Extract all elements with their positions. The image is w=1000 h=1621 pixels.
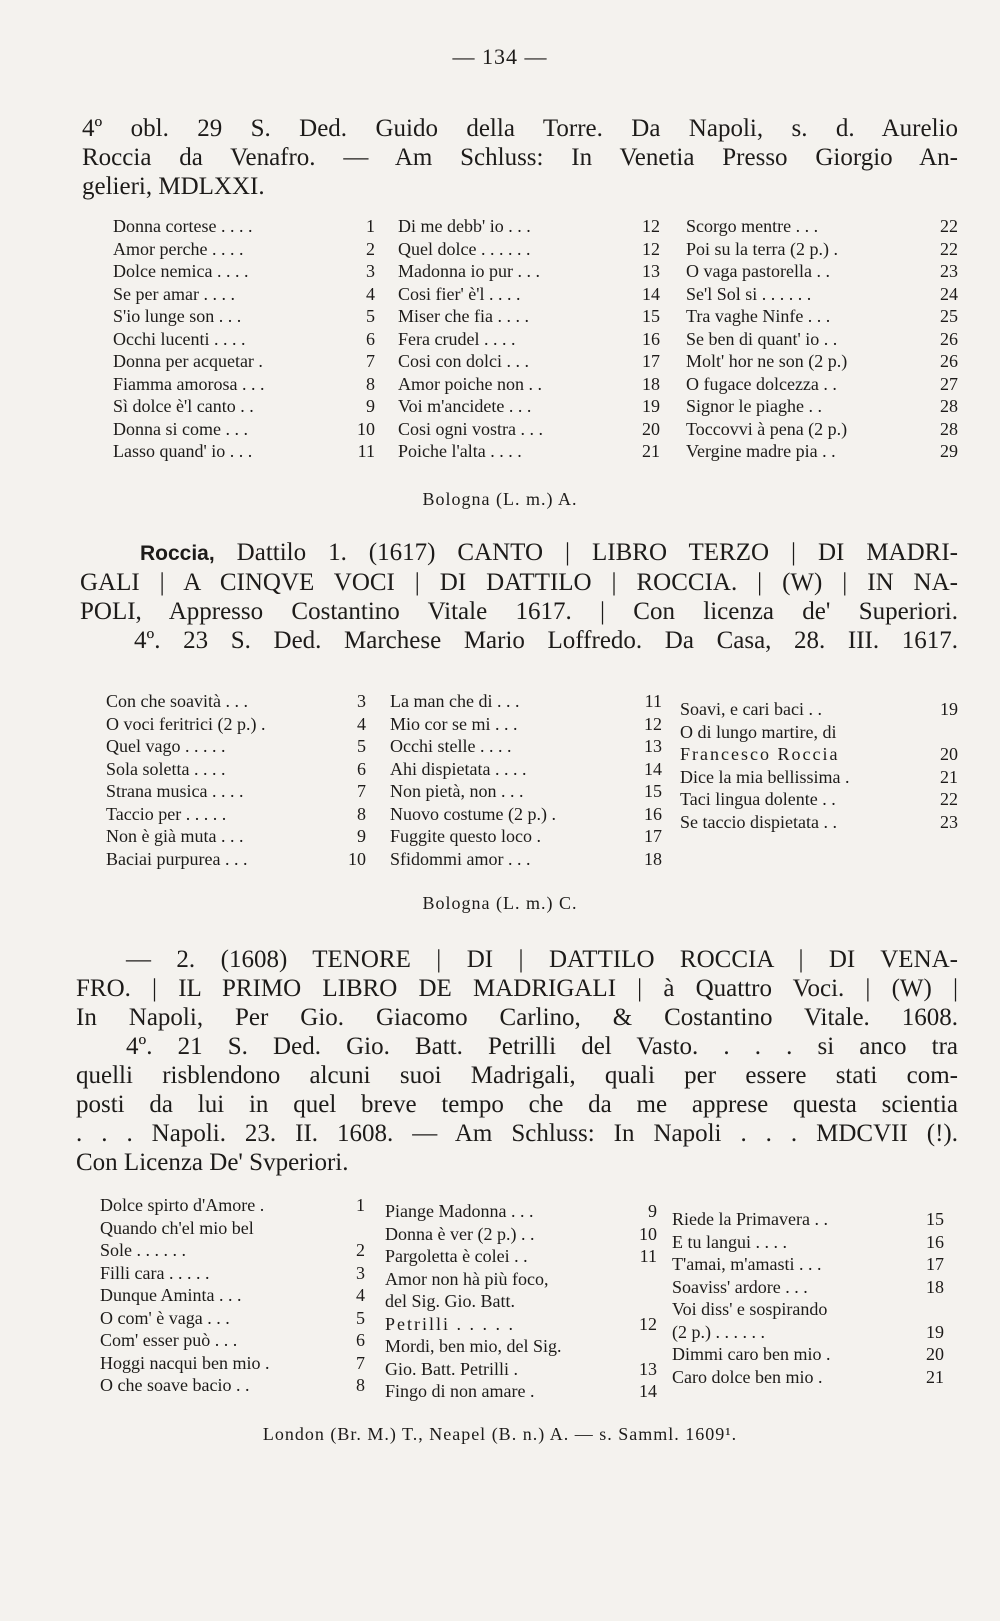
index-title: Non pietà, non . . .: [390, 781, 524, 801]
index-title: Lasso quand' io . . .: [113, 441, 253, 461]
index-row: [106, 713, 366, 736]
index-number: 12: [642, 216, 660, 236]
index-title: Con che soavità . . .: [106, 691, 248, 711]
entry3-index-col3: [672, 1208, 944, 1388]
index-row: [390, 690, 662, 713]
index-row: [385, 1268, 657, 1291]
index-row: [686, 350, 958, 373]
index-row: [398, 440, 660, 463]
index-row: [672, 1298, 944, 1321]
index-row: [390, 848, 662, 871]
index-title: Fingo di non amare .: [385, 1381, 535, 1401]
index-row: [398, 238, 660, 261]
index-title: Occhi stelle . . . .: [390, 736, 512, 756]
index-title: Riede la Primavera . .: [672, 1209, 828, 1229]
index-number: 13: [642, 261, 660, 281]
index-number: 21: [642, 441, 660, 461]
index-number: 21: [940, 766, 958, 787]
index-number: 6: [356, 1330, 365, 1350]
author-name: Roccia,: [140, 542, 215, 565]
index-number: 1: [366, 216, 375, 236]
entry3-description: [76, 945, 958, 1177]
entry1-location: Bologna (L. m.) A.: [422, 489, 578, 509]
index-number: 3: [366, 261, 375, 281]
index-title: Dimmi caro ben mio .: [672, 1344, 831, 1364]
index-row: [106, 848, 366, 871]
index-row: [100, 1194, 365, 1217]
index-title: Signor le piaghe . .: [686, 396, 822, 416]
index-row: [100, 1374, 365, 1397]
index-number: 11: [644, 691, 662, 711]
index-number: 17: [926, 1254, 944, 1274]
index-row: [106, 758, 366, 781]
index-row: [672, 1276, 944, 1299]
index-number: 2: [356, 1240, 365, 1260]
index-title: Donna cortese . . . .: [113, 216, 253, 236]
index-row: [106, 780, 366, 803]
index-number: 29: [940, 441, 958, 461]
index-number: 6: [357, 758, 366, 779]
index-title: Fiamma amorosa . . .: [113, 373, 265, 394]
index-row: [100, 1239, 365, 1262]
entry2-line: GALI | A CINQVE VOCI | DI DATTILO | ROCCIA. | (W) | IN NA-: [80, 569, 958, 596]
index-row: [398, 395, 660, 418]
index-title: del Sig. Gio. Batt.: [385, 1291, 515, 1311]
index-number: 10: [639, 1223, 657, 1244]
index-number: 5: [356, 1307, 365, 1328]
index-row: [113, 283, 375, 306]
entry2-index-col2: [390, 690, 662, 870]
index-row: [113, 305, 375, 328]
index-row: [385, 1223, 657, 1246]
index-number: 22: [940, 789, 958, 809]
index-row: [385, 1245, 657, 1268]
index-title: Dolce spirto d'Amore .: [100, 1195, 265, 1215]
index-number: 18: [926, 1276, 944, 1297]
index-row: [113, 418, 375, 441]
index-row: [686, 328, 958, 351]
index-number: 7: [356, 1352, 365, 1373]
index-title: Quel dolce . . . . . .: [398, 238, 531, 259]
index-number: 8: [356, 1375, 365, 1395]
entry2-line: Dattilo 1. (1617) CANTO | LIBRO TERZO | DI MADRI-: [236, 539, 958, 566]
index-number: 17: [642, 351, 660, 371]
entry3-line: Con Licenza De' Svperiori.: [76, 1149, 349, 1176]
index-title: Francesco Roccia: [680, 744, 840, 764]
index-number: 12: [639, 1313, 657, 1334]
entry3-line: 4º. 21 S. Ded. Gio. Batt. Petrilli del Vasto. . . . si anco tra: [126, 1033, 958, 1060]
index-number: 8: [366, 373, 375, 394]
index-number: 16: [642, 328, 660, 349]
index-number: 19: [926, 1321, 944, 1342]
index-title: Donna è ver (2 p.) . .: [385, 1223, 535, 1244]
index-number: 16: [926, 1231, 944, 1252]
index-row: [390, 803, 662, 826]
index-title: Quando ch'el mio bel: [100, 1217, 254, 1238]
index-title: Amor non hà più foco,: [385, 1268, 549, 1289]
index-number: 5: [366, 306, 375, 326]
index-title: Donna si come . . .: [113, 418, 248, 439]
index-number: 12: [642, 238, 660, 259]
index-number: 13: [644, 736, 662, 756]
entry1-line: Roccia da Venafro. — Am Schluss: In Venetia Presso Giorgio An-: [82, 144, 958, 171]
index-row: [106, 825, 366, 848]
index-title: Fera crudel . . . .: [398, 328, 516, 349]
index-title: Dunque Aminta . . .: [100, 1285, 242, 1305]
index-row: [672, 1343, 944, 1366]
index-row: [398, 373, 660, 396]
index-title: O fugace dolcezza . .: [686, 373, 837, 394]
index-number: 15: [642, 306, 660, 326]
index-title: Madonna io pur . . .: [398, 261, 540, 281]
index-title: Voi diss' e sospirando: [672, 1299, 828, 1319]
index-number: 19: [940, 699, 958, 719]
index-title: Ahi dispietata . . . .: [390, 758, 527, 779]
index-title: Taci lingua dolente . .: [680, 789, 836, 809]
index-title: Voi m'ancidete . . .: [398, 396, 532, 416]
index-title: Caro dolce ben mio .: [672, 1366, 823, 1387]
index-number: 7: [366, 351, 375, 371]
index-row: [686, 440, 958, 463]
index-title: Filli cara . . . . .: [100, 1262, 210, 1283]
index-row: [686, 418, 958, 441]
entry1-description: [82, 114, 958, 201]
index-number: 7: [357, 781, 366, 801]
index-title: La man che di . . .: [390, 691, 520, 711]
entry3-location: London (Br. M.) T., Neapel (B. n.) A. — s. Samml. 1609¹.: [262, 1424, 738, 1444]
index-number: 18: [642, 373, 660, 394]
index-title: Poiche l'alta . . . .: [398, 441, 522, 461]
index-row: [686, 373, 958, 396]
index-row: [100, 1284, 365, 1307]
index-number: 21: [926, 1366, 944, 1387]
index-number: 14: [639, 1381, 657, 1401]
index-title: S'io lunge son . . .: [113, 306, 242, 326]
index-row: [398, 305, 660, 328]
index-number: 20: [926, 1344, 944, 1364]
index-number: 22: [940, 238, 958, 259]
index-row: [686, 238, 958, 261]
index-title: Non è già muta . . .: [106, 826, 244, 846]
index-number: 10: [357, 418, 375, 439]
index-number: 23: [940, 261, 958, 281]
index-title: Petrilli . . . . .: [385, 1313, 515, 1334]
entry3-line: — 2. (1608) TENORE | DI | DATTILO ROCCIA | DI VENA-: [126, 946, 958, 973]
entry1-index-col2: [398, 215, 660, 463]
index-number: 20: [940, 744, 958, 764]
index-title: Vergine madre pia . .: [686, 441, 836, 461]
index-row: [680, 698, 958, 721]
entry2-location: Bologna (L. m.) C.: [422, 893, 578, 913]
index-row: [686, 283, 958, 306]
index-row: [398, 418, 660, 441]
index-row: [680, 788, 958, 811]
index-number: 16: [644, 803, 662, 824]
index-title: Nuovo costume (2 p.) .: [390, 803, 556, 824]
index-row: [672, 1321, 944, 1344]
index-number: 23: [940, 811, 958, 832]
index-row: [680, 721, 958, 744]
index-title: O com' è vaga . . .: [100, 1307, 230, 1328]
index-row: [100, 1262, 365, 1285]
index-row: [385, 1313, 657, 1336]
index-row: [113, 350, 375, 373]
index-row: [100, 1307, 365, 1330]
index-title: Se'l Sol si . . . . . .: [686, 283, 812, 304]
index-title: Occhi lucenti . . . .: [113, 328, 246, 349]
index-row: [113, 328, 375, 351]
index-row: [113, 440, 375, 463]
index-title: O voci feritrici (2 p.) .: [106, 713, 266, 734]
index-number: 4: [366, 283, 375, 304]
index-number: 22: [940, 216, 958, 236]
index-row: [385, 1380, 657, 1403]
index-title: Cosi ogni vostra . . .: [398, 418, 544, 439]
index-number: 26: [940, 351, 958, 371]
index-number: 26: [940, 328, 958, 349]
index-row: [113, 260, 375, 283]
index-number: 4: [357, 713, 366, 734]
entry3-line: FRO. | IL PRIMO LIBRO DE MADRIGALI | à Quattro Voci. | (W) |: [76, 975, 958, 1002]
index-title: O che soave bacio . .: [100, 1375, 250, 1395]
index-number: 2: [366, 238, 375, 259]
index-number: 9: [366, 396, 375, 416]
index-row: [385, 1335, 657, 1358]
index-number: 20: [642, 418, 660, 439]
index-number: 5: [357, 736, 366, 756]
index-row: [106, 735, 366, 758]
index-title: O di lungo martire, di: [680, 721, 837, 742]
index-row: [398, 215, 660, 238]
index-row: [686, 305, 958, 328]
index-title: O vaga pastorella . .: [686, 261, 830, 281]
index-number: 3: [357, 691, 366, 711]
index-number: 13: [639, 1358, 657, 1379]
index-row: [385, 1200, 657, 1223]
entry1-line: 4º obl. 29 S. Ded. Guido della Torre. Da Napoli, s. d. Aurelio: [82, 115, 958, 142]
index-title: Taccio per . . . . .: [106, 803, 227, 824]
entry2-description: [80, 538, 958, 655]
index-row: [390, 758, 662, 781]
index-title: Soaviss' ardore . . .: [672, 1276, 808, 1297]
index-row: [686, 215, 958, 238]
index-row: [686, 395, 958, 418]
index-row: [106, 803, 366, 826]
entry1-index-col1: [113, 215, 375, 463]
index-row: [390, 780, 662, 803]
index-number: 15: [644, 781, 662, 801]
index-row: [686, 260, 958, 283]
index-title: Di me debb' io . . .: [398, 216, 531, 236]
index-number: 11: [639, 1246, 657, 1266]
index-number: 24: [940, 283, 958, 304]
index-row: [385, 1358, 657, 1381]
index-row: [100, 1352, 365, 1375]
index-number: 9: [648, 1201, 657, 1221]
index-row: [398, 260, 660, 283]
index-row: [113, 215, 375, 238]
index-row: [106, 690, 366, 713]
index-title: Se taccio dispietata . .: [680, 811, 837, 832]
index-row: [100, 1329, 365, 1352]
index-number: 19: [642, 396, 660, 416]
entry2-first-line: [80, 538, 958, 568]
index-row: [680, 811, 958, 834]
index-title: Cosi fier' è'l . . . .: [398, 283, 521, 304]
entry2-index-col3: [680, 698, 958, 833]
entry3-line: posti da lui in quel breve tempo che da me apprese questa scientia: [76, 1091, 958, 1118]
index-title: Com' esser può . . .: [100, 1330, 238, 1350]
index-row: [113, 373, 375, 396]
index-number: 28: [940, 418, 958, 439]
index-row: [390, 713, 662, 736]
index-title: Piange Madonna . . .: [385, 1201, 534, 1221]
index-number: 14: [644, 758, 662, 779]
index-title: Amor poiche non . .: [398, 373, 542, 394]
index-title: Quel vago . . . . .: [106, 736, 226, 756]
index-row: [100, 1217, 365, 1240]
index-row: [672, 1208, 944, 1231]
index-title: Baciai purpurea . . .: [106, 848, 248, 869]
index-title: Sfidommi amor . . .: [390, 848, 531, 869]
index-row: [385, 1290, 657, 1313]
index-number: 11: [357, 441, 375, 461]
entry1-line: gelieri, MDLXXI.: [82, 173, 265, 200]
entry3-line: . . . Napoli. 23. II. 1608. — Am Schluss: In Napoli . . . MDCVII (!).: [76, 1120, 958, 1147]
index-number: 18: [644, 848, 662, 869]
index-title: Scorgo mentre . . .: [686, 216, 819, 236]
index-number: 3: [356, 1262, 365, 1283]
index-title: Molt' hor ne son (2 p.): [686, 351, 848, 371]
entry3-line: quelli risblendono alcuni suoi Madrigali, quali per essere stati com-: [76, 1062, 958, 1089]
index-row: [672, 1231, 944, 1254]
entry3-line: In Napoli, Per Gio. Giacomo Carlino, & Costantino Vitale. 1608.: [76, 1004, 958, 1031]
index-title: Sì dolce è'l canto . .: [113, 396, 254, 416]
index-number: 4: [356, 1285, 365, 1305]
entry3-index-col2: [385, 1200, 657, 1403]
index-title: Poi su la terra (2 p.) .: [686, 238, 838, 259]
index-title: Tra vaghe Ninfe . . .: [686, 306, 831, 326]
index-title: Se per amar . . . .: [113, 283, 235, 304]
index-title: Se ben di quant' io . .: [686, 328, 838, 349]
index-row: [680, 766, 958, 789]
index-number: 15: [926, 1209, 944, 1229]
index-title: Toccovvi à pena (2 p.): [686, 418, 848, 439]
index-title: Hoggi nacqui ben mio .: [100, 1352, 270, 1373]
index-title: Fuggite questo loco .: [390, 826, 541, 846]
index-title: Dice la mia bellissima .: [680, 766, 850, 787]
index-row: [672, 1253, 944, 1276]
index-title: Miser che fia . . . .: [398, 306, 529, 326]
index-number: 28: [940, 396, 958, 416]
entry2-index-col1: [106, 690, 366, 870]
index-row: [113, 238, 375, 261]
index-number: 17: [644, 826, 662, 846]
index-title: Cosi con dolci . . .: [398, 351, 529, 371]
entry1-index-col3: [686, 215, 958, 463]
index-row: [398, 350, 660, 373]
index-title: Dolce nemica . . . .: [113, 261, 249, 281]
index-title: (2 p.) . . . . . .: [672, 1321, 765, 1342]
index-number: 6: [366, 328, 375, 349]
index-row: [672, 1366, 944, 1389]
index-title: Gio. Batt. Petrilli .: [385, 1358, 518, 1379]
index-row: [398, 283, 660, 306]
index-row: [390, 825, 662, 848]
index-title: Amor perche . . . .: [113, 238, 244, 259]
index-title: Soavi, e cari baci . .: [680, 699, 822, 719]
index-title: Pargoletta è colei . .: [385, 1246, 528, 1266]
index-number: 14: [642, 283, 660, 304]
index-title: Sole . . . . . .: [100, 1240, 187, 1260]
entry2-line: POLI, Appresso Costantino Vitale 1617. | Con licenza de' Superiori.: [80, 598, 958, 625]
index-number: 25: [940, 306, 958, 326]
index-number: 12: [644, 713, 662, 734]
index-title: Mio cor se mi . . .: [390, 713, 518, 734]
index-row: [113, 395, 375, 418]
index-row: [390, 735, 662, 758]
index-title: Donna per acquetar .: [113, 351, 263, 371]
index-number: 10: [348, 848, 366, 869]
entry3-index-col1: [100, 1194, 365, 1397]
index-title: T'amai, m'amasti . . .: [672, 1254, 822, 1274]
entry2-line: 4º. 23 S. Ded. Marchese Mario Loffredo. Da Casa, 28. III. 1617.: [134, 627, 958, 654]
page-number: — 134 —: [452, 44, 548, 69]
index-title: E tu langui . . . .: [672, 1231, 787, 1252]
index-number: 1: [356, 1195, 365, 1215]
index-number: 27: [940, 373, 958, 394]
index-number: 9: [357, 826, 366, 846]
index-title: Strana musica . . . .: [106, 781, 244, 801]
index-row: [680, 743, 958, 766]
index-number: 8: [357, 803, 366, 824]
index-title: Mordi, ben mio, del Sig.: [385, 1336, 562, 1356]
index-row: [398, 328, 660, 351]
index-title: Sola soletta . . . .: [106, 758, 226, 779]
